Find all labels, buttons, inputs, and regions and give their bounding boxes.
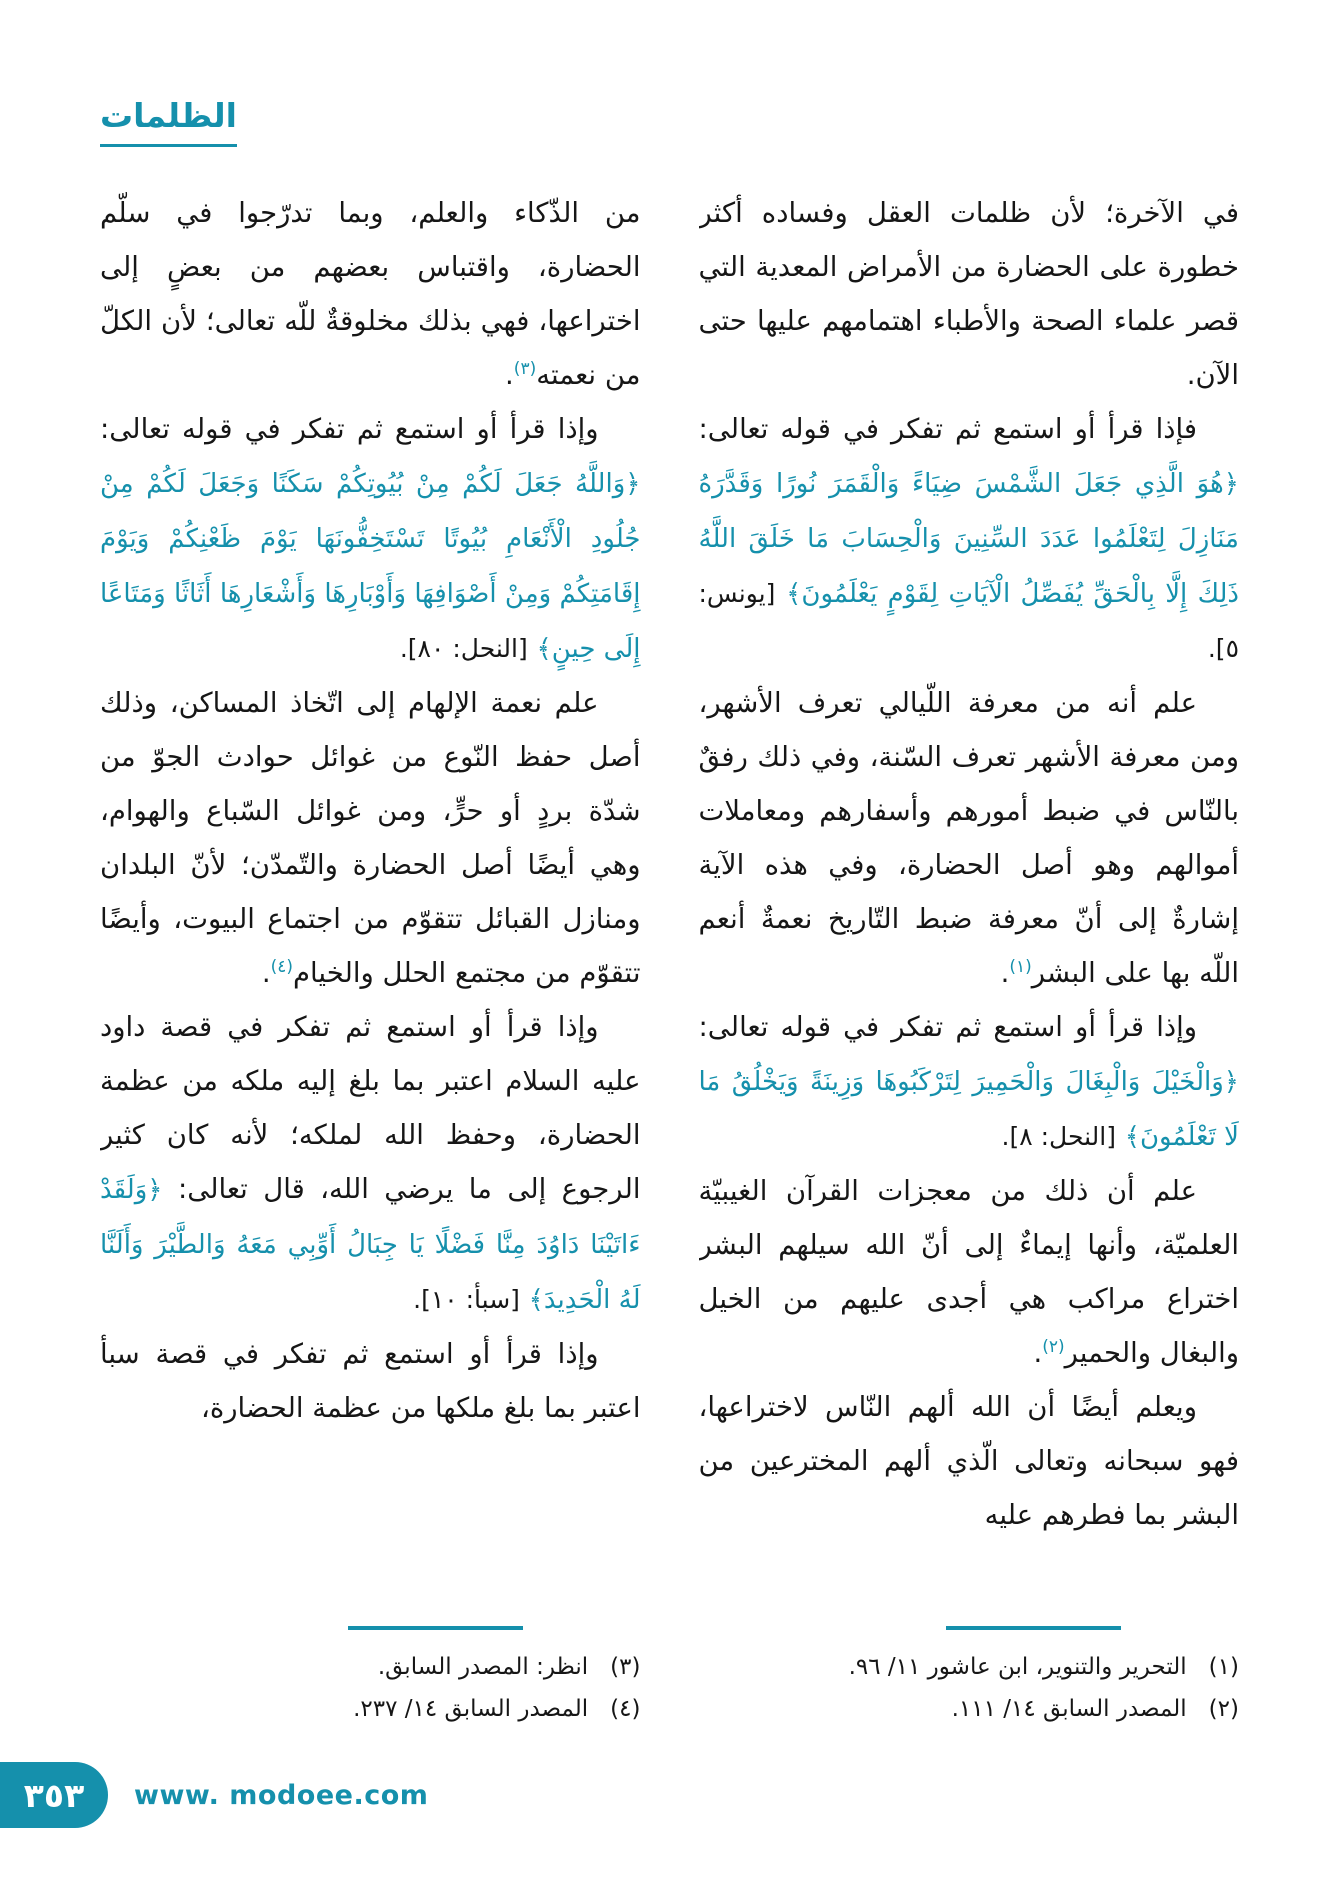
paragraph: وإذا قرأ أو استمع ثم تفكر في قصة سبأ اعتبر بما بلغ ملكها من عظمة الحضارة، xyxy=(100,1338,641,1424)
paragraph-text: علم أن ذلك من معجزات القرآن الغيبيّة العلميّة، وأنها إيماءٌ إلى أنّ الله سيلهم البشر اختراع مراكب هي أجدى عليهم من الخيل والبغال والحمير xyxy=(698,1175,1239,1369)
verse-reference: [سبأ: ١٠]. xyxy=(413,1285,520,1314)
column-left xyxy=(100,186,641,1734)
footnote-number: (٣) xyxy=(610,1654,641,1680)
paragraph-tail: . xyxy=(1000,957,1010,989)
footnote-marker: (٣) xyxy=(513,358,537,379)
footnote xyxy=(699,1688,1240,1730)
paragraph-text: من الذّكاء والعلم، وبما تدرّجوا في سلّم الحضارة، واقتباس بعضهم من بعضٍ إلى اختراعها، فهي بذلك مخلوقةٌ للّه تعالى؛ لأن الكلّ من نعمته xyxy=(100,197,641,391)
footnote-separator xyxy=(946,1626,1121,1630)
column-right xyxy=(699,186,1240,1734)
paragraph-text: علم أنه من معرفة اللّيالي تعرف الأشهر، ومن معرفة الأشهر تعرف السّنة، وفي ذلك رفقٌ بالنّاس في ضبط أمورهم وأسفارهم ومعاملات أموالهم وهو أصل الحضارة، وفي هذه الآية إشارةٌ إلى أنّ معرفة ضبط التّاريخ نعمةٌ أنعم اللّه بها على البشر xyxy=(698,687,1239,989)
paragraph xyxy=(699,676,1240,1000)
paragraph: في الآخرة؛ لأن ظلمات العقل وفساده أكثر خطورة على الحضارة من الأمراض المعدية التي قصر علماء الصحة والأطباء اهتمامهم عليها حتى الآن. xyxy=(698,197,1239,391)
paragraph-with-verse xyxy=(699,402,1240,676)
footnote-text: انظر: المصدر السابق. xyxy=(377,1654,589,1680)
footnotes-left xyxy=(100,1626,641,1734)
paragraph-tail: . xyxy=(505,359,514,391)
footnote xyxy=(100,1688,641,1730)
quran-verse: ﴿وَالْخَيْلَ وَالْبِغَالَ وَالْحَمِيرَ لِتَرْكَبُوهَا وَزِينَةً وَيَخْلُقُ مَا لَا تَعْلَمُونَ﴾ xyxy=(698,1067,1239,1152)
paragraph xyxy=(100,676,641,1000)
footnotes-right xyxy=(699,1626,1240,1734)
paragraph-with-verse xyxy=(699,1000,1240,1164)
footnote xyxy=(699,1646,1240,1688)
header-underline xyxy=(100,144,237,147)
paragraph: ويعلم أيضًا أن الله ألهم النّاس لاختراعها، فهو سبحانه وتعالى الّذي ألهم المخترعين من البشر بما فطرهم عليه xyxy=(698,1391,1239,1531)
page-number-tab xyxy=(0,1762,108,1828)
paragraph-tail: . xyxy=(261,957,271,989)
paragraph-with-verse xyxy=(100,402,641,676)
verse-intro: وإذا قرأ أو استمع ثم تفكر في قصة داود عليه السلام اعتبر بما بلغ إليه ملكه من عظمة الحضارة، وحفظ الله لملكه؛ لأنه كان كثير الرجوع إلى ما يرضي الله، قال تعالى: xyxy=(100,1011,641,1205)
page-header-title: الظلمات xyxy=(100,96,237,135)
footnote xyxy=(100,1646,641,1688)
footnote-text: التحرير والتنوير، ابن عاشور ١١/ ٩٦. xyxy=(848,1654,1187,1680)
paragraph xyxy=(699,1164,1240,1380)
website-url: www. modoee.com xyxy=(134,1780,429,1811)
footnote-number: (١) xyxy=(1208,1654,1239,1680)
quran-verse: ﴿هُوَ الَّذِي جَعَلَ الشَّمْسَ ضِيَاءً وَالْقَمَرَ نُورًا وَقَدَّرَهُ مَنَازِلَ لِتَعْلَمُوا عَدَدَ السِّنِينَ وَالْحِسَابَ مَا خَلَقَ اللَّهُ ذَلِكَ إِلَّا بِالْحَقِّ يُفَصِّلُ الْآيَاتِ لِقَوْمٍ يَعْلَمُونَ﴾ xyxy=(698,469,1239,609)
paragraph-with-verse xyxy=(100,1000,641,1327)
verse-intro: فإذا قرأ أو استمع ثم تفكر في قوله تعالى: xyxy=(698,413,1197,445)
footnote-separator xyxy=(348,1626,523,1630)
footnote-number: (٢) xyxy=(1208,1696,1239,1722)
paragraph-tail: . xyxy=(1033,1337,1043,1369)
quran-verse: ﴿وَاللَّهُ جَعَلَ لَكُمْ مِنْ بُيُوتِكُمْ سَكَنًا وَجَعَلَ لَكُمْ مِنْ جُلُودِ الْأَنْعَامِ بُيُوتًا تَسْتَخِفُّونَهَا يَوْمَ ظَعْنِكُمْ وَيَوْمَ إِقَامَتِكُمْ وَمِنْ أَصْوَافِهَا وَأَوْبَارِهَا وَأَشْعَارِهَا أَثَاثًا وَمَتَاعًا إِلَى حِينٍ﴾ xyxy=(100,469,641,664)
verse-intro: وإذا قرأ أو استمع ثم تفكر في قوله تعالى: xyxy=(100,413,599,445)
footnote-text: المصدر السابق ١٤/ ٢٣٧. xyxy=(353,1696,589,1722)
footnote-text: المصدر السابق ١٤/ ١١١. xyxy=(951,1696,1187,1722)
footnote-number: (٤) xyxy=(610,1696,641,1722)
verse-reference: [يونس: ٥]. xyxy=(698,579,1239,663)
footnote-marker: (١) xyxy=(1009,956,1032,977)
verse-intro: وإذا قرأ أو استمع ثم تفكر في قوله تعالى: xyxy=(698,1011,1197,1043)
two-column-text xyxy=(100,186,1239,1734)
footnote-marker: (٤) xyxy=(270,956,293,977)
footnote-marker: (٢) xyxy=(1042,1336,1065,1357)
paragraph-text: علم نعمة الإلهام إلى اتّخاذ المساكن، وذلك أصل حفظ النّوع من غوائل حوادث الجوّ من شدّة بردٍ أو حرٍّ، ومن غوائل السّباع والهوام، وهي أيضًا أصل الحضارة والتّمدّن؛ لأنّ البلدان ومنازل القبائل تتقوّم من اجتماع البيوت، وأيضًا تتقوّم من مجتمع الحلل والخيام xyxy=(100,687,641,989)
page-header xyxy=(100,96,237,147)
quran-verse: ﴿وَلَقَدْ ءَاتَيْنَا دَاوُدَ مِنَّا فَضْلًا يَا جِبَالُ أَوِّبِي مَعَهُ وَالطَّيْرَ وَأَلَنَّا لَهُ الْحَدِيدَ﴾ xyxy=(100,1175,641,1315)
verse-reference: [النحل: ٨٠]. xyxy=(399,634,528,663)
page-number: ٣٥٣ xyxy=(23,1775,85,1815)
paragraph xyxy=(100,186,641,402)
verse-reference: [النحل: ٨]. xyxy=(1001,1122,1116,1151)
